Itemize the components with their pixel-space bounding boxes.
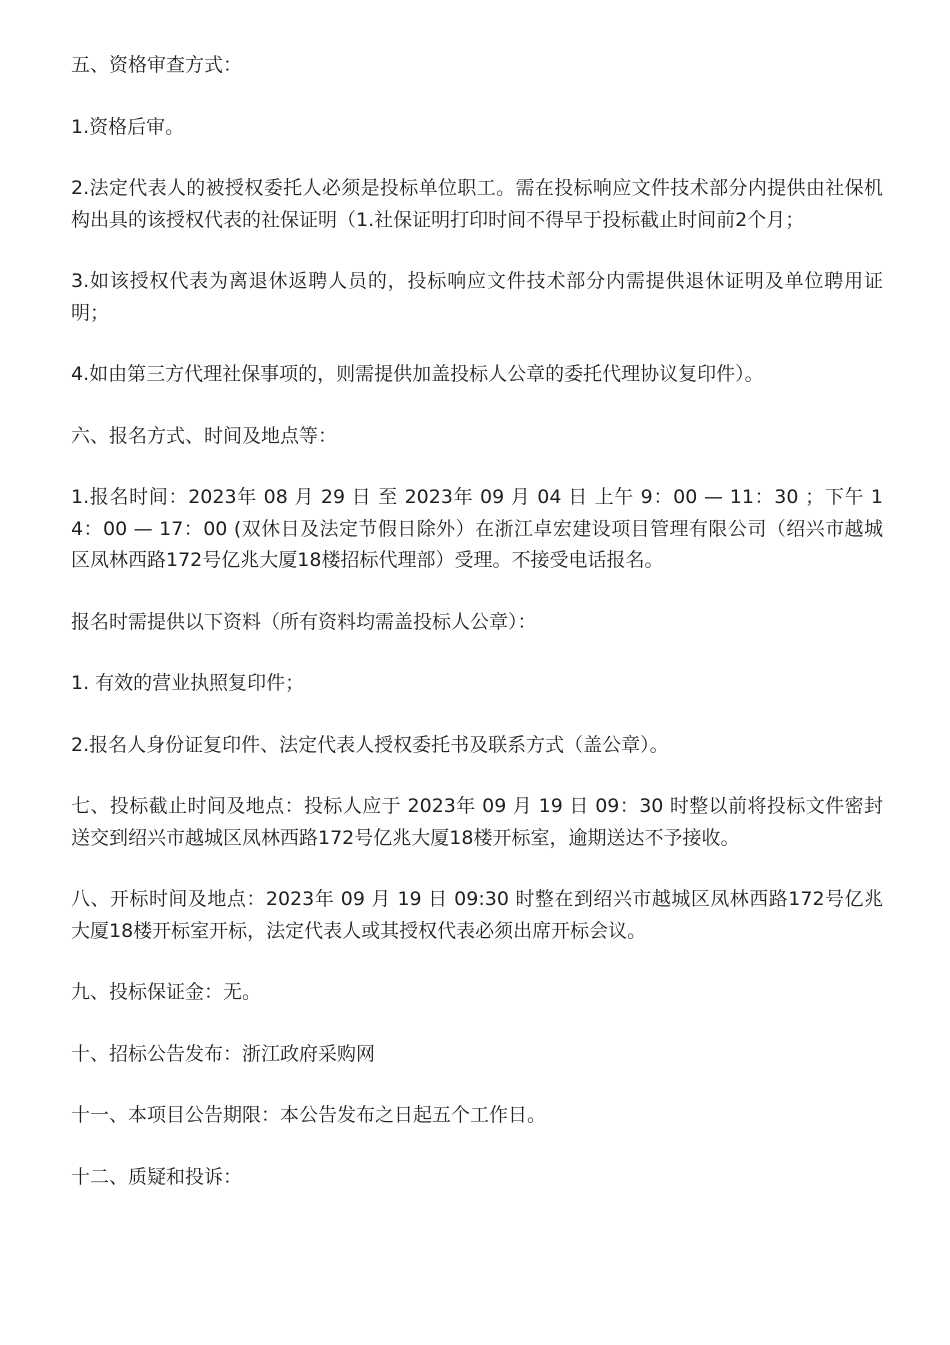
section-heading-bid-bond: 九、投标保证金：无。	[71, 981, 262, 1003]
paragraph-post-qualification: 1.资格后审。	[71, 115, 185, 138]
paragraph-authorized-representative: 2.法定代表人的被授权委托人必须是投标单位职工。需在投标响应文件技术部分内提供由社保机构出具的该授权代表的社保证明（1.社保证明打印时间不得早于投标截止时间前2个月；	[71, 177, 883, 231]
paragraph-business-license: 1. 有效的营业执照复印件；	[71, 672, 305, 694]
section-heading-questions-complaints: 十二、质疑和投诉：	[71, 1165, 243, 1188]
section-heading-registration: 六、报名方式、时间及地点等：	[71, 424, 338, 447]
section-heading-announcement-period: 十一、本项目公告期限：本公告发布之日起五个工作日。	[71, 1104, 547, 1126]
paragraph-registration-materials: 报名时需提供以下资料（所有资料均需盖投标人公章）：	[71, 610, 537, 633]
document-body	[71, 50, 883, 1223]
paragraph-registration-time: 1.报名时间：2023年 08 月 29 日 至 2023年 09 月 04 日 上午 9：00 — 11：30 ；下午 14：00 — 17：00 (双休日及法定节假日除外）在浙江卓宏建设项目管理有限公司（绍兴市越城区凤林西路172号亿兆大厦18楼招标代理部）受理。不接受电话报名。	[71, 486, 883, 571]
paragraph-retired-rehired: 3.如该授权代表为离退休返聘人员的，投标响应文件技术部分内需提供退休证明及单位聘用证明；	[71, 270, 883, 324]
section-heading-bid-deadline: 七、投标截止时间及地点：投标人应于 2023年 09 月 19 日 09：30 时整以前将投标文件密封送交到绍兴市越城区凤林西路172号亿兆大厦18楼开标室，逾期送达不予接收。	[71, 795, 883, 849]
section-heading-qualification-review: 五、资格审查方式：	[71, 54, 243, 76]
paragraph-third-party-social-security: 4.如由第三方代理社保事项的，则需提供加盖投标人公章的委托代理协议复印件）。	[71, 363, 764, 385]
section-heading-bid-opening: 八、开标时间及地点：2023年 09 月 19 日 09:30 时整在到绍兴市越城区凤林西路172号亿兆大厦18楼开标室开标，法定代表人或其授权代表必须出席开标会议。	[71, 888, 883, 942]
paragraph-id-and-authorization: 2.报名人身份证复印件、法定代表人授权委托书及联系方式（盖公章）。	[71, 733, 669, 756]
section-heading-announcement-release: 十、招标公告发布：浙江政府采购网	[71, 1042, 376, 1065]
